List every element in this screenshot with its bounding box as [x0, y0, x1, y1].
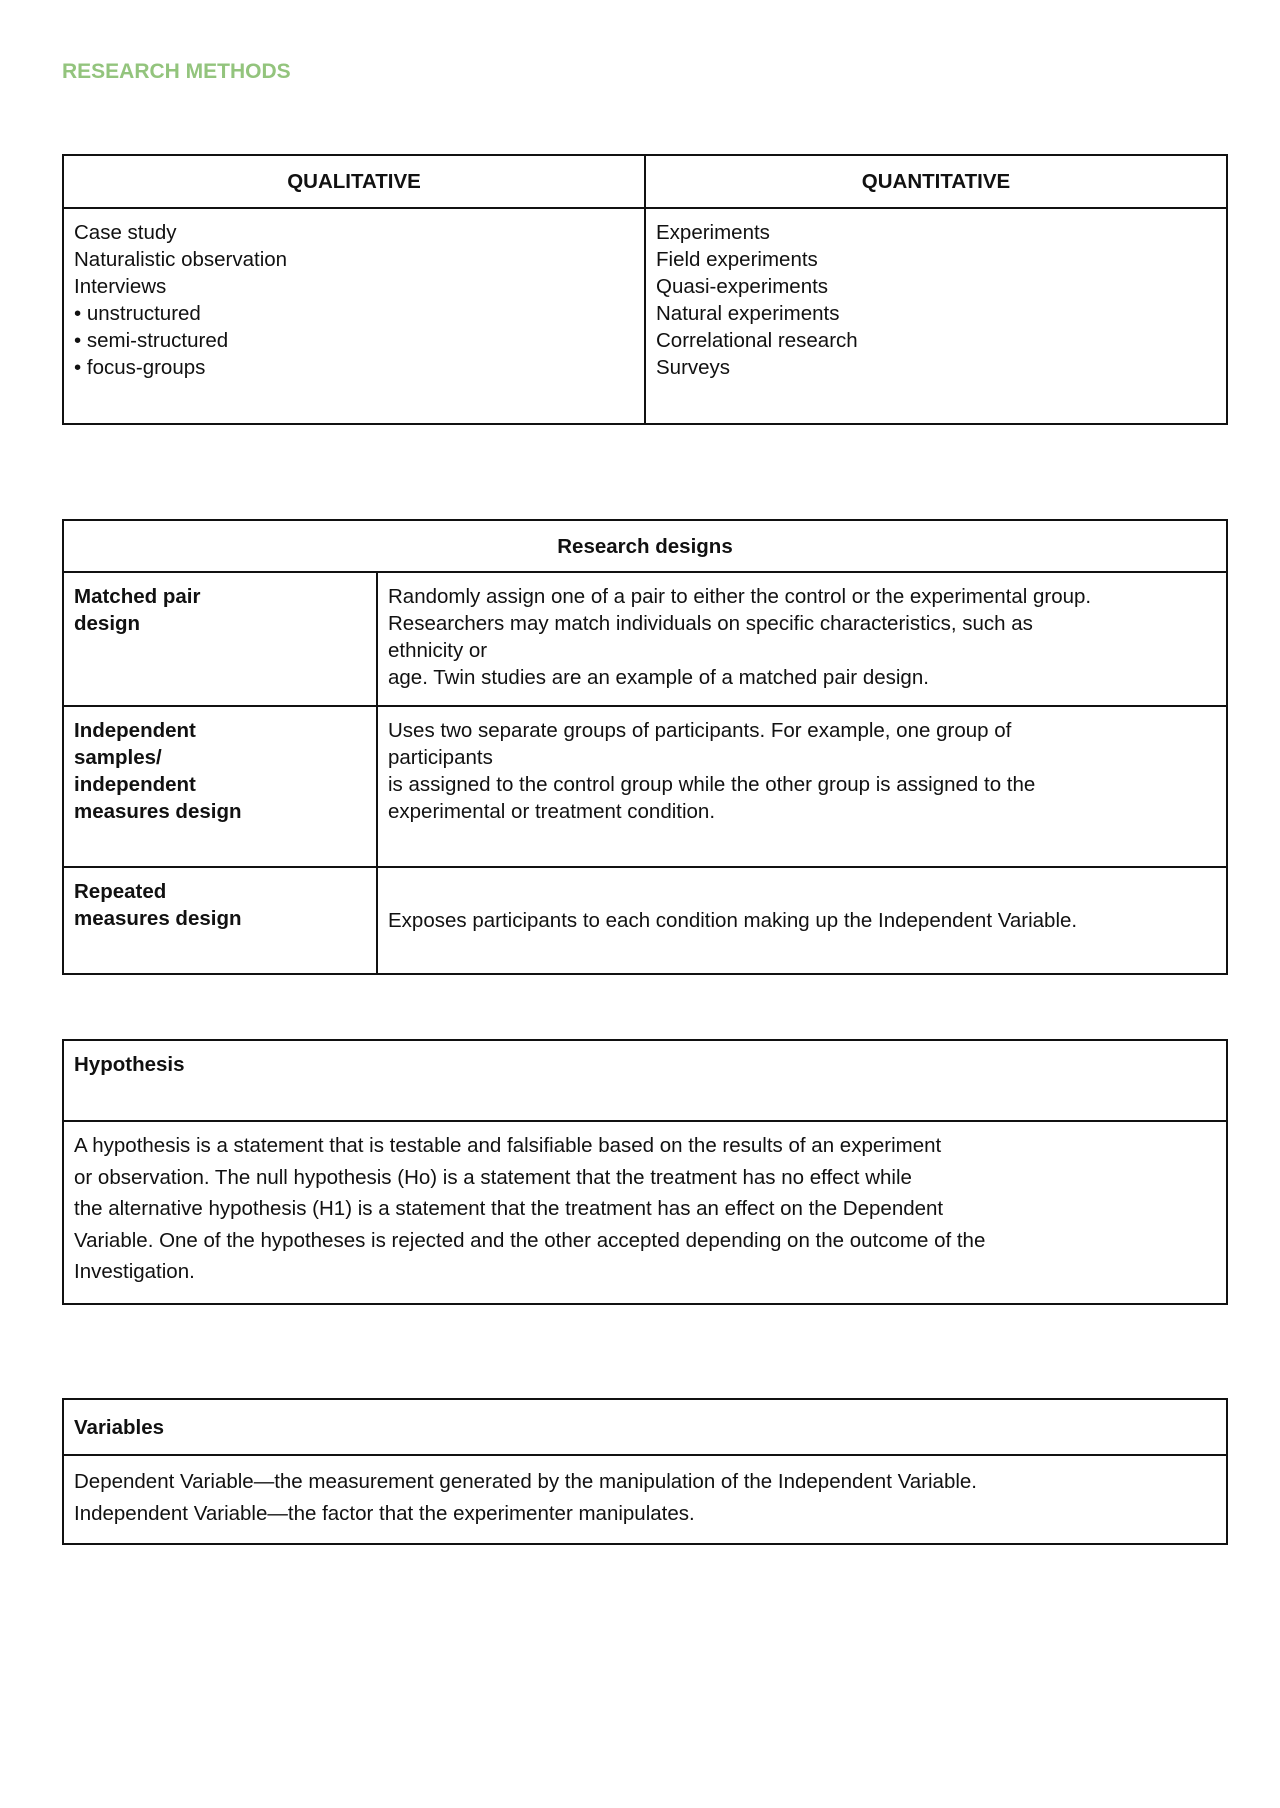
- design-name: [63, 706, 377, 867]
- hypothesis-line: or observation. The null hypothesis (Ho) is a statement that the treatment has no effect while: [74, 1165, 912, 1189]
- design-desc-line: Uses two separate groups of participants. For example, one group of: [388, 719, 1012, 742]
- design-desc-line: Researchers may match individuals on specific characteristics, such as: [388, 612, 1033, 635]
- list-item: • unstructured: [74, 302, 201, 325]
- hypothesis-table: [62, 1039, 1228, 1305]
- design-desc-line: is assigned to the control group while the other group is assigned to the: [388, 773, 1036, 796]
- list-item: • focus-groups: [74, 356, 206, 379]
- design-name-line: design: [74, 612, 141, 635]
- variable-definition: Independent Variable—the factor that the experimenter manipulates.: [74, 1501, 695, 1525]
- design-desc-line: age. Twin studies are an example of a matched pair design.: [388, 666, 929, 689]
- qualitative-header: QUALITATIVE: [63, 155, 645, 208]
- hypothesis-line: Variable. One of the hypotheses is rejected and the other accepted depending on the outcome of the: [74, 1228, 986, 1252]
- list-item: Correlational research: [656, 329, 858, 352]
- page-title: RESEARCH METHODS: [62, 60, 291, 83]
- list-item: Interviews: [74, 275, 167, 298]
- design-desc-line: experimental or treatment condition.: [388, 800, 716, 823]
- hypothesis-body: [63, 1121, 1227, 1304]
- hypothesis-header: Hypothesis: [63, 1040, 1227, 1121]
- design-description: [377, 706, 1227, 867]
- design-desc-line: Randomly assign one of a pair to either the control or the experimental group.: [388, 585, 1092, 608]
- list-item: Natural experiments: [656, 302, 840, 325]
- hypothesis-line: A hypothesis is a statement that is testable and falsifiable based on the results of an experiment: [74, 1134, 942, 1157]
- design-name-line: measures design: [74, 800, 242, 823]
- design-name-line: Repeated: [74, 880, 167, 903]
- hypothesis-line: the alternative hypothesis (H1) is a statement that the treatment has an effect on the Dependent: [74, 1197, 944, 1220]
- list-item: Field experiments: [656, 248, 818, 271]
- variables-body: [63, 1455, 1227, 1544]
- variables-table: [62, 1398, 1228, 1545]
- design-description: [377, 572, 1227, 706]
- list-item: • semi-structured: [74, 329, 229, 352]
- design-name-line: Matched pair: [74, 585, 201, 608]
- design-name-line: samples/: [74, 746, 162, 769]
- variable-definition: Dependent Variable—the measurement generated by the manipulation of the Independent Variable.: [74, 1470, 977, 1493]
- research-designs-table: [62, 519, 1228, 975]
- variables-header: Variables: [63, 1399, 1227, 1455]
- methods-table: [62, 154, 1228, 425]
- design-name: [63, 572, 377, 706]
- list-item: Naturalistic observation: [74, 248, 288, 271]
- hypothesis-line: Investigation.: [74, 1260, 195, 1283]
- list-item: Experiments: [656, 221, 770, 244]
- list-item: Case study: [74, 221, 177, 244]
- list-item: Surveys: [656, 356, 731, 379]
- design-name: [63, 867, 377, 974]
- quantitative-list: [645, 208, 1227, 424]
- design-description: [377, 867, 1227, 974]
- quantitative-header: QUANTITATIVE: [645, 155, 1227, 208]
- research-designs-header: Research designs: [63, 520, 1227, 572]
- design-desc-line: ethnicity or: [388, 639, 488, 662]
- design-name-line: independent: [74, 773, 196, 796]
- design-desc-line: Exposes participants to each condition making up the Independent Variable.: [388, 909, 1078, 932]
- list-item: Quasi-experiments: [656, 275, 829, 298]
- design-desc-line: participants: [388, 746, 493, 769]
- qualitative-list: [63, 208, 645, 424]
- design-name-line: measures design: [74, 907, 242, 930]
- design-name-line: Independent: [74, 719, 196, 742]
